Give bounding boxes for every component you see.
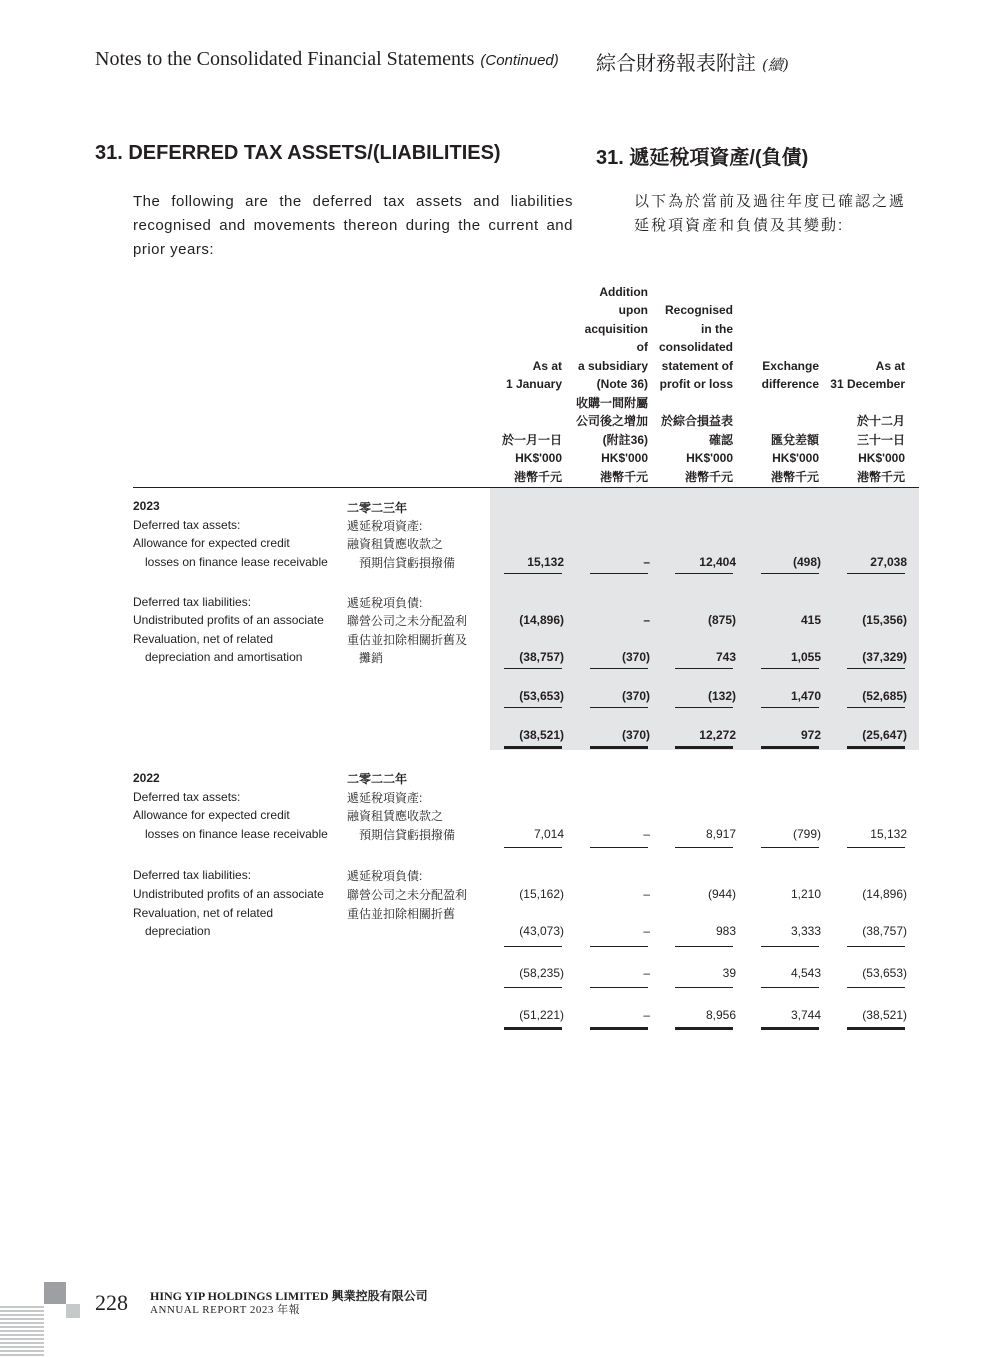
column-header-line: a subsidiary xyxy=(577,358,648,373)
subtotal-rule xyxy=(761,573,819,574)
column-header-line: 港幣千元 xyxy=(770,469,819,484)
subtotal-rule xyxy=(590,987,648,988)
footer-square-light xyxy=(66,1304,80,1318)
table-cell: (52,685) xyxy=(862,689,907,703)
revaluation-label-line1: Revaluation, net of related xyxy=(133,906,274,920)
subtotal-rule xyxy=(590,946,648,947)
table-cell: (38,757) xyxy=(862,924,907,938)
table-cell: 415 xyxy=(800,613,821,627)
column-header-line: profit or loss xyxy=(659,377,733,391)
table-cell: (875) xyxy=(707,613,736,627)
subtotal-rule xyxy=(504,668,562,669)
column-header-line: 公司後之增加 xyxy=(575,414,648,428)
subtotal-rule xyxy=(847,573,905,574)
column-header-line xyxy=(737,394,819,413)
column-header-line: As at xyxy=(532,358,562,373)
table-cell: (15,162) xyxy=(519,887,564,901)
section-title-zh: 31. 遞延稅項資產/(負債) xyxy=(596,147,809,169)
table-cell: 972 xyxy=(800,728,821,742)
revaluation-label-line2: depreciation xyxy=(145,924,211,938)
table-cell: 15,132 xyxy=(870,827,907,841)
revaluation-label-line2: depreciation and amortisation xyxy=(145,650,303,664)
footer-stripes xyxy=(0,1306,44,1357)
column-header-line xyxy=(651,394,733,413)
table-cell: 12,272 xyxy=(699,728,736,742)
column-header-line: consolidated xyxy=(658,340,733,354)
subtotal-rule xyxy=(847,707,905,708)
year-label-2023-zh: 二零二三年 xyxy=(347,501,408,515)
table-cell: (38,521) xyxy=(519,728,564,742)
column-header-line: As at xyxy=(875,358,905,373)
table-cell: (37,329) xyxy=(862,650,907,664)
undistributed-label: Undistributed profits of an associate xyxy=(133,613,324,627)
table-cell: (498) xyxy=(792,555,821,569)
dtl-heading: Deferred tax liabilities: xyxy=(133,868,252,882)
total-rule xyxy=(761,1027,819,1030)
table-cell: (132) xyxy=(707,689,736,703)
subtotal-rule xyxy=(761,668,819,669)
table-cell: 3,744 xyxy=(790,1008,821,1022)
subtotal-rule xyxy=(761,847,819,848)
column-header-5 xyxy=(823,280,905,486)
column-header-line: 港幣千元 xyxy=(513,469,562,484)
column-header-line: HK$'000 xyxy=(772,451,819,465)
table-cell: – xyxy=(643,966,650,980)
total-rule xyxy=(590,746,648,749)
subtotal-rule xyxy=(504,987,562,988)
report-title: ANNUAL REPORT 2023 年報 xyxy=(150,1304,301,1316)
table-cell: 1,210 xyxy=(790,887,821,901)
table-cell: (370) xyxy=(621,689,650,703)
table-cell: – xyxy=(643,613,650,627)
undistributed-label-zh: 聯營公司之未分配盈利 xyxy=(347,888,468,902)
running-header-zh: 綜合財務報表附註 (續) xyxy=(596,51,789,75)
table-cell: 4,543 xyxy=(790,966,821,980)
intro-paragraph-zh: 以下為於當前及過往年度已確認之遞延稅項資產和負債及其變動: xyxy=(634,193,907,234)
column-header-line: difference xyxy=(761,377,819,391)
table-cell: (43,073) xyxy=(519,924,564,938)
column-header-line: 1 January xyxy=(505,377,562,391)
dta-heading-zh: 遞延稅項資產: xyxy=(347,519,423,533)
column-header-line: HK$'000 xyxy=(858,451,905,465)
column-header-line: (附註36) xyxy=(602,432,648,447)
subtotal-rule xyxy=(847,946,905,947)
revaluation-label-line1-zh: 重估並扣除相關折舊及 xyxy=(347,633,468,647)
header-rule xyxy=(133,487,919,488)
table-cell: (25,647) xyxy=(862,728,907,742)
dtl-heading: Deferred tax liabilities: xyxy=(133,595,252,609)
table-cell: – xyxy=(643,1008,650,1022)
table-cell: – xyxy=(643,827,650,841)
table-cell: (370) xyxy=(621,650,650,664)
undistributed-label: Undistributed profits of an associate xyxy=(133,887,324,901)
column-header-line: statement of xyxy=(661,358,733,373)
allowance-label-line1: Allowance for expected credit xyxy=(133,536,290,550)
column-header-line: 收購一間附屬 xyxy=(575,395,648,410)
allowance-label-line1-zh: 融資租賃應收款之 xyxy=(347,537,444,551)
subtotal-rule xyxy=(590,573,648,574)
total-rule xyxy=(504,746,562,749)
subtotal-rule xyxy=(761,987,819,988)
table-cell: (58,235) xyxy=(519,966,564,980)
column-header-line: HK$'000 xyxy=(601,451,648,465)
year-label-2023: 2023 xyxy=(133,499,160,513)
undistributed-label-zh: 聯營公司之未分配盈利 xyxy=(347,614,468,628)
subtotal-rule xyxy=(504,847,562,848)
dtl-heading-zh: 遞延稅項負債: xyxy=(347,869,423,883)
dta-heading: Deferred tax assets: xyxy=(133,518,241,532)
column-header-line: 港幣千元 xyxy=(599,469,648,484)
table-cell: 39 xyxy=(722,966,736,980)
total-rule xyxy=(675,1027,733,1030)
subtotal-rule xyxy=(675,707,733,708)
table-cell: 12,404 xyxy=(699,555,736,569)
column-header-3 xyxy=(651,280,733,486)
table-cell: (38,521) xyxy=(862,1008,907,1022)
column-header-line: upon xyxy=(618,303,648,317)
column-header-line: in the xyxy=(701,321,733,336)
column-header-line: 於十二月 xyxy=(856,414,905,428)
table-cell: 27,038 xyxy=(870,555,907,569)
column-header-line: of xyxy=(636,340,648,354)
column-header-line: 於一月一日 xyxy=(501,432,562,447)
subtotal-rule xyxy=(504,573,562,574)
subtotal-rule xyxy=(590,847,648,848)
revaluation-label-line2-zh: 攤銷 xyxy=(359,651,384,665)
subtotal-rule xyxy=(590,668,648,669)
column-header-line: 港幣千元 xyxy=(684,469,733,484)
column-header-line: Addition xyxy=(599,284,648,299)
subtotal-rule xyxy=(675,987,733,988)
column-header-4 xyxy=(737,280,819,486)
column-header-line: 三十一日 xyxy=(856,432,905,447)
footer-square-dark xyxy=(44,1282,66,1304)
column-header-line: HK$'000 xyxy=(515,451,562,465)
revaluation-label-line1-zh: 重估並扣除相關折舊 xyxy=(347,907,456,921)
year-label-2022: 2022 xyxy=(133,771,160,785)
table-cell: – xyxy=(643,555,650,569)
total-rule xyxy=(504,1027,562,1030)
table-cell: – xyxy=(643,924,650,938)
table-cell: 1,055 xyxy=(790,650,821,664)
dtl-heading-zh: 遞延稅項負債: xyxy=(347,596,423,610)
table-cell: 7,014 xyxy=(533,827,564,841)
allowance-label-line2: losses on finance lease receivable xyxy=(145,827,328,841)
total-rule xyxy=(847,746,905,749)
allowance-label-line2-zh: 預期信貸虧損撥備 xyxy=(359,828,456,842)
column-header-line: 確認 xyxy=(708,432,733,447)
table-cell: (799) xyxy=(792,827,821,841)
total-rule xyxy=(590,1027,648,1030)
subtotal-rule xyxy=(504,946,562,947)
table-cell: 15,132 xyxy=(527,555,564,569)
column-header-line xyxy=(823,394,905,413)
table-cell: 8,956 xyxy=(705,1008,736,1022)
section-title-en: 31. DEFERRED TAX ASSETS/(LIABILITIES) xyxy=(95,142,501,164)
subtotal-rule xyxy=(761,946,819,947)
subtotal-rule xyxy=(675,573,733,574)
allowance-label-line1-zh: 融資租賃應收款之 xyxy=(347,809,444,823)
total-rule xyxy=(761,746,819,749)
subtotal-rule xyxy=(504,707,562,708)
table-cell: 983 xyxy=(715,924,736,938)
column-header-line: 匯兌差額 xyxy=(770,432,819,447)
table-cell: (14,896) xyxy=(519,613,564,627)
column-header-line: Recognised xyxy=(664,303,733,317)
column-header-line xyxy=(480,394,562,413)
table-cell: 1,470 xyxy=(790,689,821,703)
table-cell: (944) xyxy=(707,887,736,901)
total-rule xyxy=(675,746,733,749)
table-cell: (38,757) xyxy=(519,650,564,664)
revaluation-label-line1: Revaluation, net of related xyxy=(133,632,274,646)
subtotal-rule xyxy=(675,946,733,947)
allowance-label-line2-zh: 預期信貸虧損撥備 xyxy=(359,556,456,570)
table-cell: 3,333 xyxy=(790,924,821,938)
subtotal-rule xyxy=(590,707,648,708)
total-rule xyxy=(847,1027,905,1030)
column-header-line: (Note 36) xyxy=(596,377,648,391)
subtotal-rule xyxy=(761,707,819,708)
column-header-line: Exchange xyxy=(762,358,819,373)
subtotal-rule xyxy=(675,668,733,669)
table-cell: (53,653) xyxy=(519,689,564,703)
table-cell: 8,917 xyxy=(705,827,736,841)
subtotal-rule xyxy=(847,847,905,848)
subtotal-rule xyxy=(847,987,905,988)
intro-paragraph-en: The following are the deferred tax assets and liabilities recognised and movements thereon during the current and prior years: xyxy=(133,193,573,258)
column-header-line: 於綜合損益表 xyxy=(660,414,733,428)
column-header-1 xyxy=(480,280,562,486)
table-cell: 743 xyxy=(715,650,736,664)
table-cell: – xyxy=(643,887,650,901)
running-header-en: Notes to the Consolidated Financial Statements (Continued) xyxy=(95,48,559,70)
column-header-line: acquisition xyxy=(584,321,648,336)
column-header-line: 港幣千元 xyxy=(856,469,905,484)
dta-heading-zh: 遞延稅項資產: xyxy=(347,791,423,805)
table-cell: (14,896) xyxy=(862,887,907,901)
subtotal-rule xyxy=(675,847,733,848)
column-header-line xyxy=(480,412,562,431)
allowance-label-line1: Allowance for expected credit xyxy=(133,808,290,822)
column-header-2 xyxy=(566,280,648,486)
year-label-2022-zh: 二零二二年 xyxy=(347,772,408,786)
table-cell: (51,221) xyxy=(519,1008,564,1022)
page-number: 228 xyxy=(95,1290,128,1315)
allowance-label-line2: losses on finance lease receivable xyxy=(145,555,328,569)
dta-heading: Deferred tax assets: xyxy=(133,790,241,804)
column-header-line xyxy=(737,412,819,431)
table-cell: (15,356) xyxy=(862,613,907,627)
table-cell: (370) xyxy=(621,728,650,742)
column-header-line: 31 December xyxy=(830,377,905,391)
subtotal-rule xyxy=(847,668,905,669)
company-name: HING YIP HOLDINGS LIMITED 興業控股有限公司 xyxy=(150,1289,428,1303)
table-cell: (53,653) xyxy=(862,966,907,980)
column-header-line: HK$'000 xyxy=(686,451,733,465)
